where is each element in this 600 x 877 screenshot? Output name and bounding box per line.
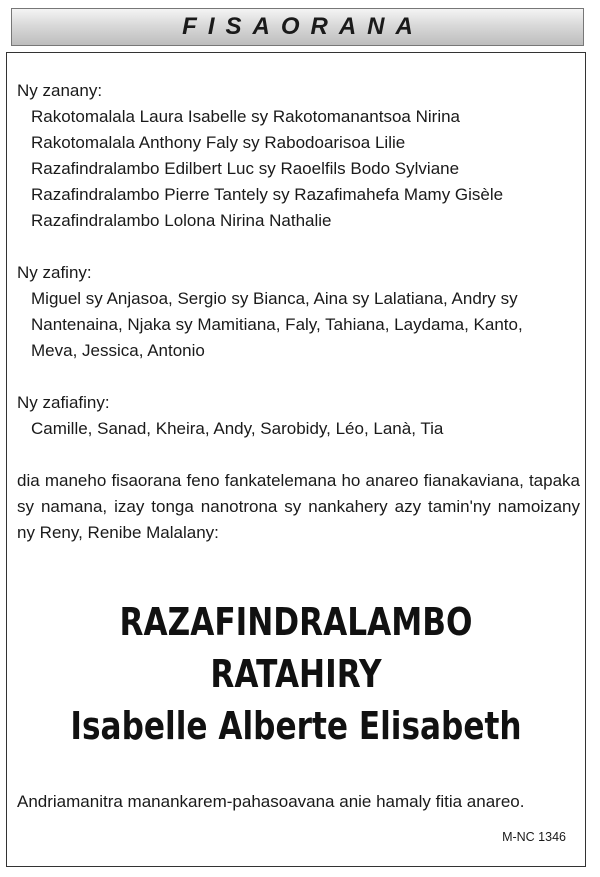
grandchildren-line: Miguel sy Anjasoa, Sergio sy Bianca, Aina sy Lalatiana, Andry sy — [31, 289, 518, 308]
header-banner — [11, 8, 584, 46]
children-line: Razafindralambo Edilbert Luc sy Raoelfils Bodo Sylviane — [31, 159, 460, 178]
deceased-surname: RAZAFINDRALAMBO — [119, 600, 473, 644]
children-line: Rakotomalala Anthony Faly sy Rabodoarisoa Lilie — [31, 133, 406, 152]
great-grandchildren-section — [17, 390, 583, 442]
grandchildren-line: Nantenaina, Njaka sy Mamitiana, Faly, Tahiana, Laydama, Kanto, — [31, 315, 523, 334]
children-line: Razafindralambo Lolona Nirina Nathalie — [31, 211, 332, 230]
notice-title: FISAORANA — [182, 13, 424, 40]
children-label: Ny zanany: — [17, 81, 103, 100]
great-grandchildren-line: Camille, Sanad, Kheira, Andy, Sarobidy, Léo, Lanà, Tia — [31, 419, 444, 438]
closing-blessing: Andriamanitra manankarem-pahasoavana anie hamaly fitia anareo. — [17, 792, 525, 811]
children-section — [17, 78, 583, 234]
grandchildren-section — [17, 260, 583, 364]
great-grandchildren-label: Ny zafiafiny: — [17, 393, 110, 412]
children-line: Rakotomalala Laura Isabelle sy Rakotomanantsoa Nirina — [31, 107, 461, 126]
grandchildren-line: Meva, Jessica, Antonio — [31, 341, 205, 360]
children-line: Razafindralambo Pierre Tantely sy Razafimahefa Mamy Gisèle — [31, 185, 504, 204]
deceased-surname-second: RATAHIRY — [210, 652, 382, 696]
deceased-name-block — [6, 596, 586, 752]
reference-code: M-NC 1346 — [502, 830, 566, 844]
grandchildren-label: Ny zafiny: — [17, 263, 92, 282]
deceased-given-names: Isabelle Alberte Elisabeth — [70, 704, 522, 748]
thanks-paragraph: dia maneho fisaorana feno fankatelemana ho anareo fianakaviana, tapaka sy namana, izay tonga nanotrona sy nankahery azy tamin'ny namoizany ny Reny, Renibe Malalany: — [17, 471, 580, 542]
